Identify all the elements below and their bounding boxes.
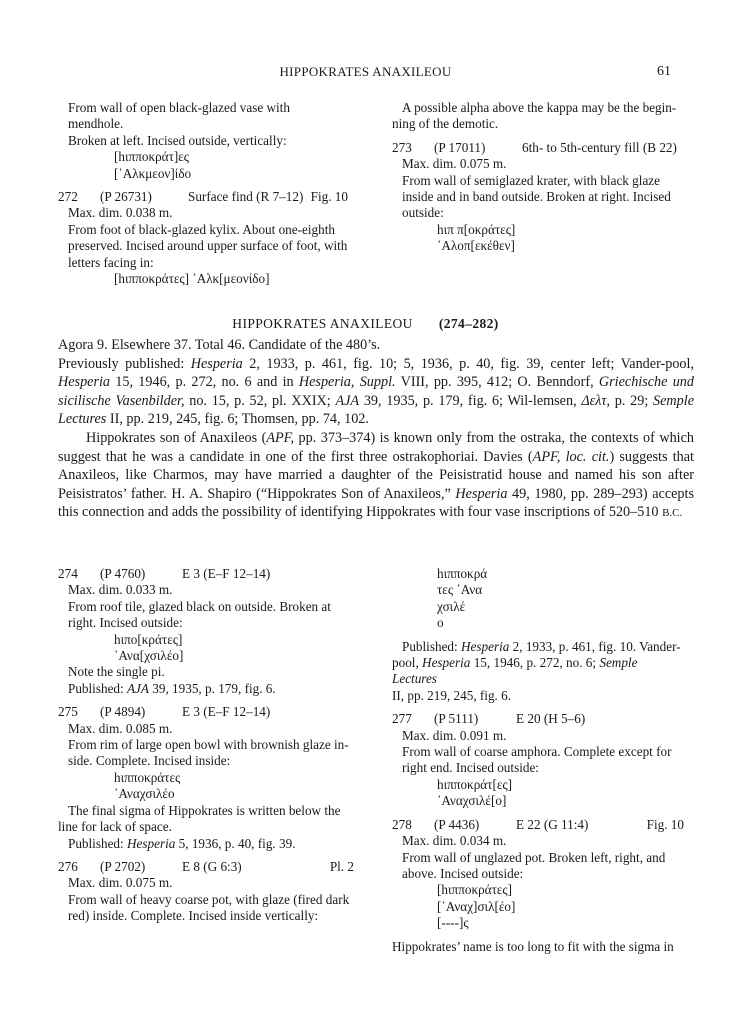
page-number: 61 bbox=[657, 64, 671, 79]
text-line: Max. dim. 0.085 m. bbox=[68, 720, 173, 736]
section-range: (274–282) bbox=[438, 316, 499, 331]
context: E 3 (E–F 12–14) bbox=[182, 704, 271, 720]
greek-inscription: [hιπποκράτες] ᾿Αλκ[μεονίδο] bbox=[114, 271, 270, 287]
note: Note the single pi. bbox=[68, 664, 165, 680]
context: E 20 (H 5–6) bbox=[516, 711, 586, 727]
text-line: Max. dim. 0.038 m. bbox=[68, 205, 173, 221]
inventory-number: (P 26731) bbox=[100, 189, 152, 205]
entry-273-heading bbox=[392, 140, 682, 156]
entry-number: 278 bbox=[392, 816, 412, 832]
greek-inscription: [hιπποκράτ]ες bbox=[114, 149, 190, 165]
section-title: HIPPOKRATES ANAXILEOU bbox=[232, 316, 413, 331]
text-line: outside: bbox=[402, 205, 444, 221]
greek-inscription: ᾿Αναχσιλέο bbox=[114, 786, 175, 802]
section-heading bbox=[0, 316, 731, 332]
text-line: From wall of heavy coarse pot, with glaze (fired dark bbox=[68, 891, 350, 907]
inventory-number: (P 2702) bbox=[100, 858, 146, 874]
context: E 8 (G 6:3) bbox=[182, 858, 242, 874]
entry-276-heading bbox=[58, 859, 354, 875]
greek-inscription: ο bbox=[437, 615, 444, 631]
note: The final sigma of Hippokrates is written below the bbox=[68, 802, 341, 818]
text-line: Max. dim. 0.091 m. bbox=[402, 727, 507, 743]
running-title: HIPPOKRATES ANAXILEOU bbox=[279, 64, 452, 79]
text-line: ning of the demotic. bbox=[392, 116, 499, 132]
text-line: red) inside. Complete. Incised inside vertically: bbox=[68, 908, 319, 924]
greek-inscription: [᾿Αναχ]σιλ[έο] bbox=[437, 898, 516, 914]
bottom-right-column bbox=[392, 566, 684, 955]
entry-275-heading bbox=[58, 704, 354, 720]
entry-274-heading bbox=[58, 566, 354, 582]
text-line: above. Incised outside: bbox=[402, 865, 524, 881]
text-line: letters facing in: bbox=[68, 254, 154, 270]
top-right-column bbox=[392, 100, 682, 255]
inventory-number: (P 4760) bbox=[100, 566, 146, 581]
entry-number: 275 bbox=[58, 704, 78, 720]
entry-277-heading bbox=[392, 711, 684, 727]
text-line: From wall of open black-glazed vase with mendhole. bbox=[68, 100, 290, 132]
inventory-number: (P 4436) bbox=[434, 816, 480, 832]
entry-number: 272 bbox=[58, 189, 78, 205]
summary-line: Agora 9. Elsewhere 37. Total 46. Candidate of the 480’s. bbox=[58, 337, 381, 353]
note: line for lack of space. bbox=[58, 819, 172, 835]
greek-inscription: [᾿Αλκμεον]ίδο bbox=[114, 165, 192, 181]
text-line: Max. dim. 0.075 m. bbox=[402, 156, 507, 172]
text-line: From roof tile, glazed black on outside. Broken at bbox=[68, 598, 331, 614]
inventory-number: (P 4894) bbox=[100, 704, 146, 720]
context: E 22 (G 11:4) bbox=[516, 816, 589, 832]
greek-inscription: hιπ π[οκράτες] bbox=[437, 221, 516, 237]
greek-inscription: ᾿Αλοπ[εκέθεν] bbox=[437, 238, 515, 254]
greek-inscription: χσιλέ bbox=[437, 598, 466, 614]
greek-inscription: hιπποκρά bbox=[437, 566, 488, 581]
plate-ref: Pl. 2 bbox=[329, 858, 354, 874]
greek-inscription: ᾿Ανα[χσιλέο] bbox=[114, 648, 184, 664]
greek-inscription: hιπποκράτες bbox=[114, 769, 181, 785]
greek-inscription: hιπποκράτ[ες] bbox=[437, 776, 513, 792]
text-line: From foot of black-glazed kylix. About one-eighth bbox=[68, 221, 335, 237]
text-line: Max. dim. 0.034 m. bbox=[402, 833, 507, 849]
entry-number: 274 bbox=[58, 566, 78, 581]
greek-inscription: τες ᾿Ανα bbox=[437, 582, 483, 598]
text-line: Max. dim. 0.075 m. bbox=[68, 875, 173, 891]
figure-ref: Fig. 10 bbox=[646, 816, 684, 832]
context: 6th- to 5th-century fill (B 22) bbox=[522, 139, 677, 155]
greek-inscription: [hιπποκράτες] bbox=[437, 882, 513, 898]
text-line: From wall of semiglazed krater, with black glaze bbox=[402, 172, 660, 188]
entry-number: 277 bbox=[392, 711, 412, 727]
text-line: Max. dim. 0.033 m. bbox=[68, 582, 173, 598]
published: Published: Hesperia 5, 1936, p. 40, fig. 39. bbox=[68, 835, 296, 851]
published-cont: pool, Hesperia 15, 1946, p. 272, no. 6; Semple Lectures bbox=[392, 655, 638, 687]
previously-published: Previously published: Hesperia 2, 1933, p. 461, fig. 10; 5, 1936, p. 40, fig. 39, center left; Vander-pool, Hesperia 15, 1946, p. 272, no. 6 and in Hesperia, Suppl. VIII, pp. 395, 412; O. Benndorf, Griechische und sicilische Vasenbilder, no. 15, p. 52, pl. XXIX; AJA 39, 1935, p. 179, fig. 6; Wil-lemsen, Δελτ, p. 29; Semple Lectures II, pp. 219, 245, fig. 6; Thomsen, pp. 74, 102. bbox=[58, 355, 694, 428]
text-line: preserved. Incised around upper surface of foot, with bbox=[68, 238, 348, 254]
entry-278-heading bbox=[392, 817, 684, 833]
text-line: A possible alpha above the kappa may be the begin- bbox=[402, 100, 677, 115]
entry-number: 273 bbox=[392, 139, 412, 155]
greek-inscription: ᾿Αναχσιλέ[ο] bbox=[437, 793, 507, 809]
bottom-left-column bbox=[58, 566, 354, 925]
entry-number: 276 bbox=[58, 858, 78, 874]
top-left-column bbox=[58, 100, 348, 287]
text-line: From wall of coarse amphora. Complete except for bbox=[402, 744, 672, 760]
note: Hippokrates’ name is too long to fit with the sigma in bbox=[392, 938, 674, 954]
context: Surface find (R 7–12) bbox=[188, 189, 304, 205]
context: E 3 (E–F 12–14) bbox=[182, 566, 271, 581]
text-line: From wall of unglazed pot. Broken left, right, and bbox=[402, 849, 666, 865]
section-intro bbox=[58, 336, 694, 523]
text-line: right end. Incised outside: bbox=[402, 760, 539, 776]
discussion-paragraph: Hippokrates son of Anaxileos (APF, pp. 373–374) is known only from the ostraka, the contexts of which suggest that he was a candidate in one of the first three ostrakophoriai. Davies (APF, loc. cit.) suggests that Anaxileos, like Charmos, may have married a daughter of the Peisistratid house and named his son after Peisistratos’ father. H. A. Shapiro (“Hippokrates Son of Anaxileos,” Hesperia 49, 1980, pp. 289–293) accepts this connection and adds the possibility of identifying Hippokrates with four vase inscriptions of 520–510 B.C. bbox=[58, 429, 695, 521]
inventory-number: (P 5111) bbox=[434, 711, 479, 727]
greek-inscription: hιπο[κράτες] bbox=[114, 631, 183, 647]
text-line: side. Complete. Incised inside: bbox=[68, 753, 231, 769]
published: Published: Hesperia 2, 1933, p. 461, fig. 10. Vander- bbox=[402, 638, 681, 654]
text-line: right. Incised outside: bbox=[68, 615, 183, 631]
greek-inscription: [----]ς bbox=[437, 915, 469, 931]
entry-272-heading bbox=[58, 189, 348, 205]
published-cont: II, pp. 219, 245, fig. 6. bbox=[392, 687, 512, 703]
text-line: inside and in band outside. Broken at right. Incised bbox=[402, 189, 671, 205]
figure-ref: Fig. 10 bbox=[310, 189, 348, 205]
running-head bbox=[0, 64, 731, 82]
inventory-number: (P 17011) bbox=[434, 139, 486, 155]
text-line: Broken at left. Incised outside, vertically: bbox=[68, 132, 287, 148]
published: Published: AJA 39, 1935, p. 179, fig. 6. bbox=[68, 680, 276, 696]
text-line: From rim of large open bowl with brownish glaze in- bbox=[68, 737, 349, 753]
